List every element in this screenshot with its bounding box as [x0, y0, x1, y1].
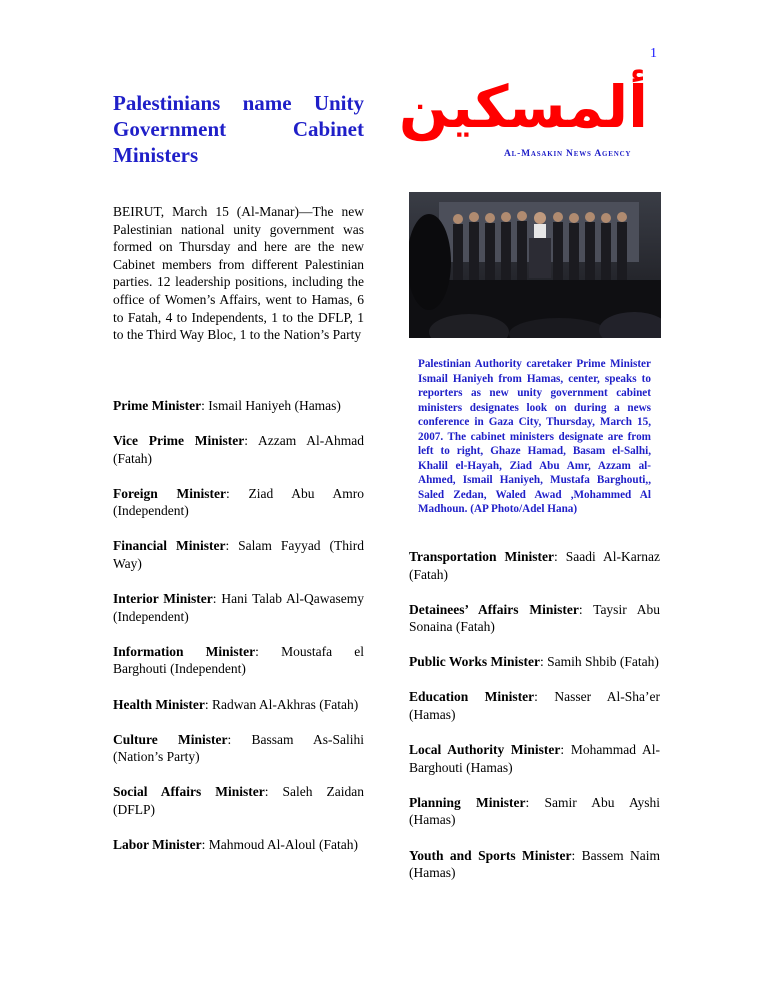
minister-entry: [409, 601, 660, 636]
minister-name: : Hani Talab Al-Qawasemy (Independent): [113, 591, 364, 624]
minister-role: Public Works Minister: [409, 654, 541, 670]
minister-name: : Moustafa el Barghouti (Independent): [113, 643, 365, 677]
minister-entry: [409, 653, 660, 671]
minister-role: Vice Prime Minister: [113, 433, 245, 449]
minister-name: : Saleh Zaidan (DFLP): [113, 784, 364, 817]
minister-role: Labor Minister: [113, 837, 202, 852]
minister-name: : Salam Fayyad (Third Way): [113, 538, 364, 572]
minister-entry: [113, 783, 364, 818]
minister-role: Health Minister: [113, 696, 205, 712]
minister-list-left: [113, 397, 364, 871]
minister-name: : Samih Shbib (Fatah): [540, 654, 659, 670]
minister-entry: [409, 688, 660, 723]
minister-entry: [113, 485, 364, 520]
minister-role: Planning Minister: [409, 794, 526, 810]
lead-paragraph: BEIRUT, March 15 (Al-Manar)—The new Palestinian national unity government was formed on Thursday and here are the new Cabinet members from different Palestinian parties. 12 leadership positions, including the office of Women’s Affairs, went to Hamas, 6 to Fatah, 4 to Independents, 1 to the DFLP, 1 to the Third Way Bloc, 1 to the Nation’s Party: [113, 204, 364, 343]
minister-list-right: [409, 548, 660, 899]
minister-entry: [409, 548, 660, 583]
minister-entry: [409, 847, 660, 882]
minister-name: : Mohammad Al-Barghouti (Hamas): [409, 742, 660, 775]
minister-name: : Saadi Al-Karnaz (Fatah): [409, 549, 661, 582]
article-headline: Palestinians name Unity Government Cabinet Ministers: [113, 91, 364, 167]
minister-entry: [113, 731, 364, 766]
minister-role: Transportation Minister: [409, 549, 555, 564]
minister-role: Interior Minister: [113, 591, 213, 607]
minister-role: Foreign Minister: [113, 485, 226, 501]
minister-name: : Bassem Naim (Hamas): [409, 847, 660, 881]
minister-role: Local Authority Minister: [409, 742, 561, 758]
minister-role: Culture Minister: [113, 731, 228, 747]
photo-caption: Palestinian Authority caretaker Prime Minister Ismail Haniyeh from Hamas, center, speaks to reporters as new unity government cabinet ministers designates look on during a news conference in Gaza City, Thursday, March 15, 2007. The cabinet ministers designate are from left to right, Ghaze Hamad, Basam el-Salhi, Khalil el-Hayah, Ziad Abu Amr, Azzam al-Ahmed, Ismail Haniyeh, Mustafa Barghouti,, Saled Zedan, Waled Awad ,Mohammed Al Madhoun. (AP Photo/Adel Hana): [418, 358, 651, 515]
minister-name: : Bassam As-Salihi (Nation’s Party): [113, 731, 364, 765]
minister-entry: [409, 794, 660, 829]
minister-entry: [113, 696, 364, 714]
minister-name: : Nasser Al-Sha’er (Hamas): [409, 689, 660, 723]
logo-subtitle: Al-Masakin News Agency: [504, 149, 632, 159]
minister-name: : Ziad Abu Amro (Independent): [113, 485, 364, 519]
minister-entry: [113, 590, 364, 625]
news-photo: [409, 192, 661, 338]
minister-name: : Mahmoud Al-Aloul (Fatah): [201, 837, 358, 852]
minister-entry: [409, 741, 660, 776]
minister-name: : Azzam Al-Ahmad (Fatah): [113, 433, 364, 466]
minister-entry: [113, 836, 364, 854]
minister-name: : Ismail Haniyeh (Hamas): [201, 398, 341, 413]
minister-entry: [113, 432, 364, 467]
minister-name: : Samir Abu Ayshi (Hamas): [409, 794, 660, 828]
minister-name: : Radwan Al-Akhras (Fatah): [204, 696, 359, 712]
minister-role: Education Minister: [409, 689, 535, 705]
minister-role: Information Minister: [113, 643, 256, 659]
minister-role: Social Affairs Minister: [113, 784, 265, 800]
minister-entry: [113, 643, 364, 678]
logo-arabic-wordmark: ألمسكين: [398, 73, 648, 141]
minister-role: Financial Minister: [113, 538, 226, 554]
page-number: 1: [650, 46, 657, 61]
minister-entry: [113, 537, 364, 572]
minister-role: Youth and Sports Minister: [409, 847, 572, 863]
minister-role: Detainees’ Affairs Minister: [409, 601, 579, 617]
agency-logo: [398, 73, 662, 164]
minister-entry: [113, 397, 364, 415]
minister-role: Prime Minister: [113, 398, 202, 413]
press-conference-photo-icon: [409, 192, 661, 338]
minister-name: : Taysir Abu Sonaina (Fatah): [409, 601, 660, 635]
